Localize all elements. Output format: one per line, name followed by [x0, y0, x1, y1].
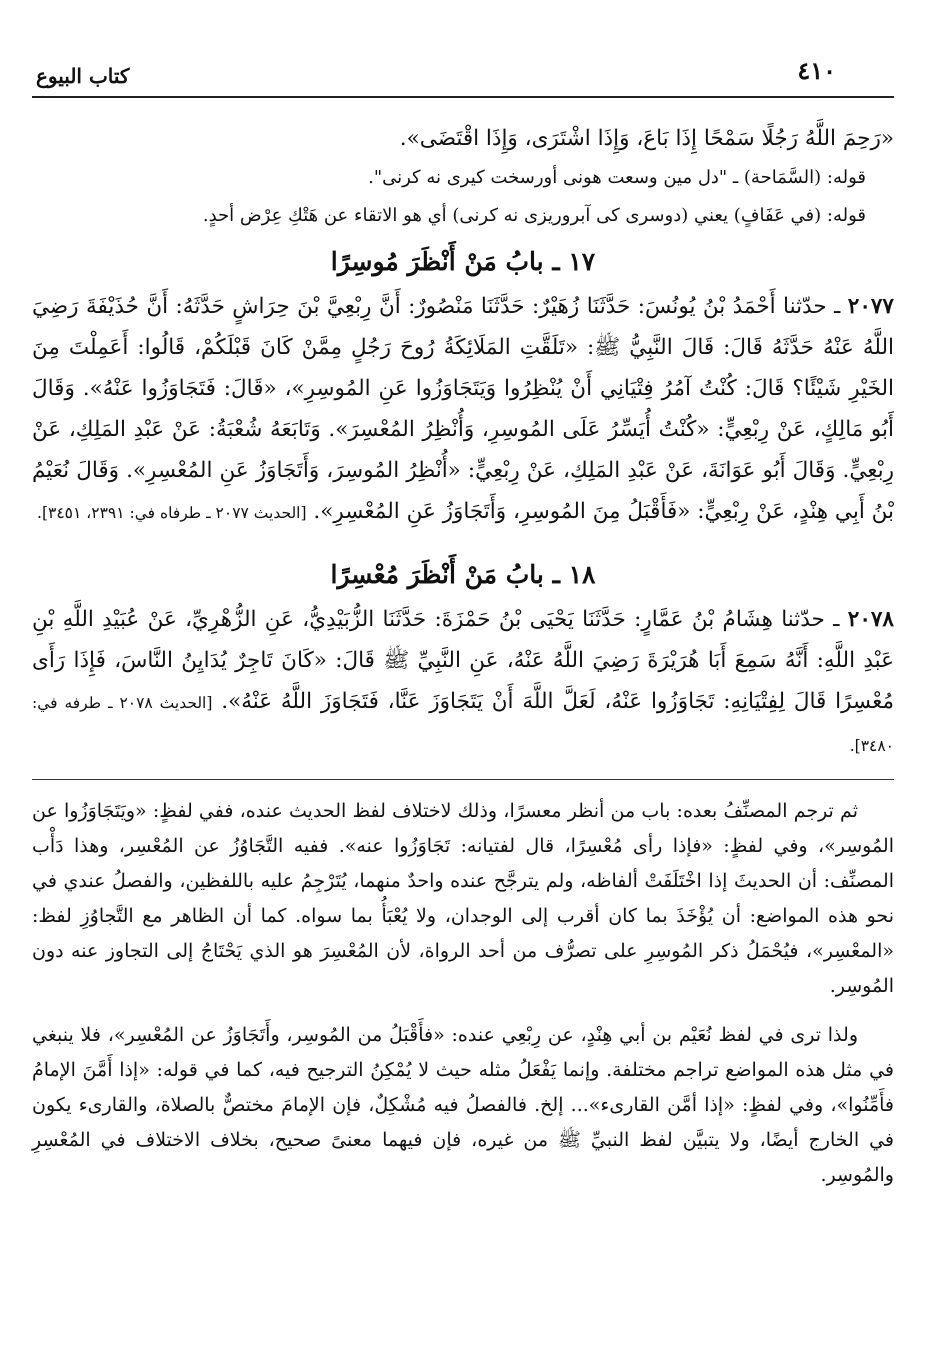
commentary-paragraph: ثم ترجم المصنِّفُ بعده: باب من أنظر معسرًا، وذلك لاختلاف لفظ الحديث عنده، ففي لفظٍ: «ويَتَجَاوَزُوا عن المُوسِر»، وفي لفظٍ: «فإذا رأى مُعْسِرًا، قال لفتيانه: تَجَاوَزُوا عنه». ففيه التَّجَاوُزُ عن المُعْسِر، وهذا دَأْب المصنِّف: أن الحديثَ إذا اخْتَلَفَتْ ألفاظه، ولم يترجَّح عنده واحدٌ منهما، يُتَرْجِمُ عليه باللفظين، والفصلُ عندي في نحو هذه المواضع: أن يُؤْخَذَ بما كان أقرب إلى الوجدان، ولا يُعْبَأُ بما سواه. كما أن الظاهر مع التَّجاوُزِ لفظ: «المعْسِر»، فيُحْمَلُ ذكر المُوسِرِ على تصرُّف من أحد الرواة، لأن المُعْسِرَ هو الذي يَحْتَاجُ إلى التجاوز عنه دون المُوسِر.: [32, 800, 894, 997]
note-samaha: قوله: (السَّمَاحة) ـ "دل مين وسعت هونى أورسخت كيرى نه كرنى".: [368, 167, 866, 188]
chapter-18-title: ١٨ ـ بابُ مَنْ أَنْظَرَ مُعْسِرًا: [330, 560, 596, 589]
hadith-2077: [32, 286, 894, 534]
hadith-reference: [الحديث ٢٠٧٧ ـ طرفاه في: ٢٣٩١، ٣٤٥١].: [37, 504, 307, 522]
hadith-number: ٢٠٧٧: [847, 294, 894, 319]
hadith-2078: [32, 599, 894, 767]
commentary-paragraph: ولذا ترى في لفظ نُعَيْم بن أبي هِنْدٍ، عن رِبْعِي عنده: «فأَقْبَلُ من المُوسِر، وأَتَجَاوَزُ عن المُعْسِر»، فلا ينبغي في مثل هذه المواضع تراجم مختلفة. وإنما يَفْعَلُ مثله حيث لا يُمْكِنُ الترجيح فيه، كما في قوله: «إذا أَمَّنَ الإمامُ فأَمِّنُوا»، وفي لفظٍ: «إذا أمَّن القارىء»... إلخ. فالفصلُ فيه مُشْكِلٌ، فإن الإمامَ مختصٌّ بالصلاة، والقارىء يكون في الخارج أيضًا، ولا يتبيَّن لفظ النبيِّ ﷺ من غيره، فإن فيهما معنىً صحيح، بخلاف الاختلاف في المُعْسِرِ والمُوسِر.: [32, 1024, 894, 1186]
hadith-number: ٢٠٧٨: [847, 607, 894, 632]
commentary-section: [32, 794, 894, 1193]
hadith-reference: [الحديث ٢٠٧٨ ـ طرفه في: ٣٤٨٠].: [32, 694, 894, 755]
chapter-17-title: ١٧ ـ بابُ مَنْ أَنْظَرَ مُوسِرًا: [330, 247, 596, 276]
page-header: [32, 52, 894, 98]
document-page: [32, 52, 894, 1193]
note-afaf: قوله: (في عَفَافٍ) يعني (دوسرى كى آبروريزى نه كرنى) أي هو الاتقاء عن هَتْكِ عِرْض أحدٍ.: [202, 205, 866, 226]
hadith-text: ـ حدّثنا أَحْمَدُ بْنُ يُونُسَ: حَدَّثَنَا زُهَيْرٌ: حَدَّثَنَا مَنْصُورٌ: أَنَّ رِبْعِيَّ بْنَ حِرَاشٍ حَدَّثَهُ: أَنَّ حُذَيْفَةَ رَضِيَ اللَّهُ عَنْهُ حَدَّثَهُ قَالَ: قَالَ النَّبِيُّ ﷺ: «تَلَقَّتِ المَلَائِكَةُ رُوحَ رَجُلٍ مِمَّنْ كَانَ قَبْلَكُمْ، قَالُوا: أَعَمِلْتَ مِنَ الخَيْرِ شَيْئًا؟ قَالَ: كُنْتُ آمُرُ فِتْيَانِي أَنْ يُنْظِرُوا وَيَتَجَاوَزُوا عَنِ المُوسِرِ»، «قَالَ: فَتَجَاوَزُوا عَنْهُ». وَقَالَ أَبُو مَالِكٍ، عَنْ رِبْعِيٍّ: «كُنْتُ أُيَسِّرُ عَلَى المُوسِرِ، وَأُنْظِرُ المُعْسِرَ». وَتَابَعَهُ شُعْبَةُ: عَنْ عَبْدِ المَلِكِ، عَنْ رِبْعِيٍّ. وَقَالَ أَبُو عَوَانَةَ، عَنْ عَبْدِ المَلِكِ، عَنْ رِبْعِيٍّ: «أُنْظِرُ المُوسِرَ، وَأَتَجَاوَزُ عَنِ المُعْسِرِ». وَقَالَ نُعَيْمُ بْنُ أَبِي هِنْدٍ، عَنْ رِبْعِيٍّ: «فَأَقْبَلُ مِنَ المُوسِرِ، وَأَتَجَاوَزُ عَنِ المُعْسِرِ».: [32, 294, 894, 524]
section-divider: [32, 779, 894, 780]
book-title: كتاب البيوع: [36, 64, 130, 88]
intro-section: [32, 118, 894, 233]
hadith-text: ـ حدّثنا هِشَامُ بْنُ عَمَّارٍ: حَدَّثَنَا يَحْيَى بْنُ حَمْزَةَ: حَدَّثَنَا الزُّبَيْدِيُّ، عَنِ الزُّهْرِيِّ، عَنْ عُبَيْدِ اللَّهِ بْنِ عَبْدِ اللَّهِ: أَنَّهُ سَمِعَ أَبَا هُرَيْرَةَ رَضِيَ اللَّهُ عَنْهُ، عَنِ النَّبِيِّ ﷺ قَالَ: «كَانَ تَاجِرٌ يُدَايِنُ النَّاسَ، فَإِذَا رَأَى مُعْسِرًا قَالَ لِفِتْيَانِهِ: تَجَاوَزُوا عَنْهُ، لَعَلَّ اللَّهَ أَنْ يَتَجَاوَزَ عَنَّا، فَتَجَاوَزَ اللَّهُ عَنْهُ».: [32, 607, 894, 714]
intro-hadith-line: «رَحِمَ اللَّهُ رَجُلًا سَمْحًا إِذَا بَاعَ، وَإِذَا اشْتَرَى، وَإِذَا اقْتَضَى».: [399, 126, 894, 151]
page-number: ٤١٠: [797, 56, 836, 85]
